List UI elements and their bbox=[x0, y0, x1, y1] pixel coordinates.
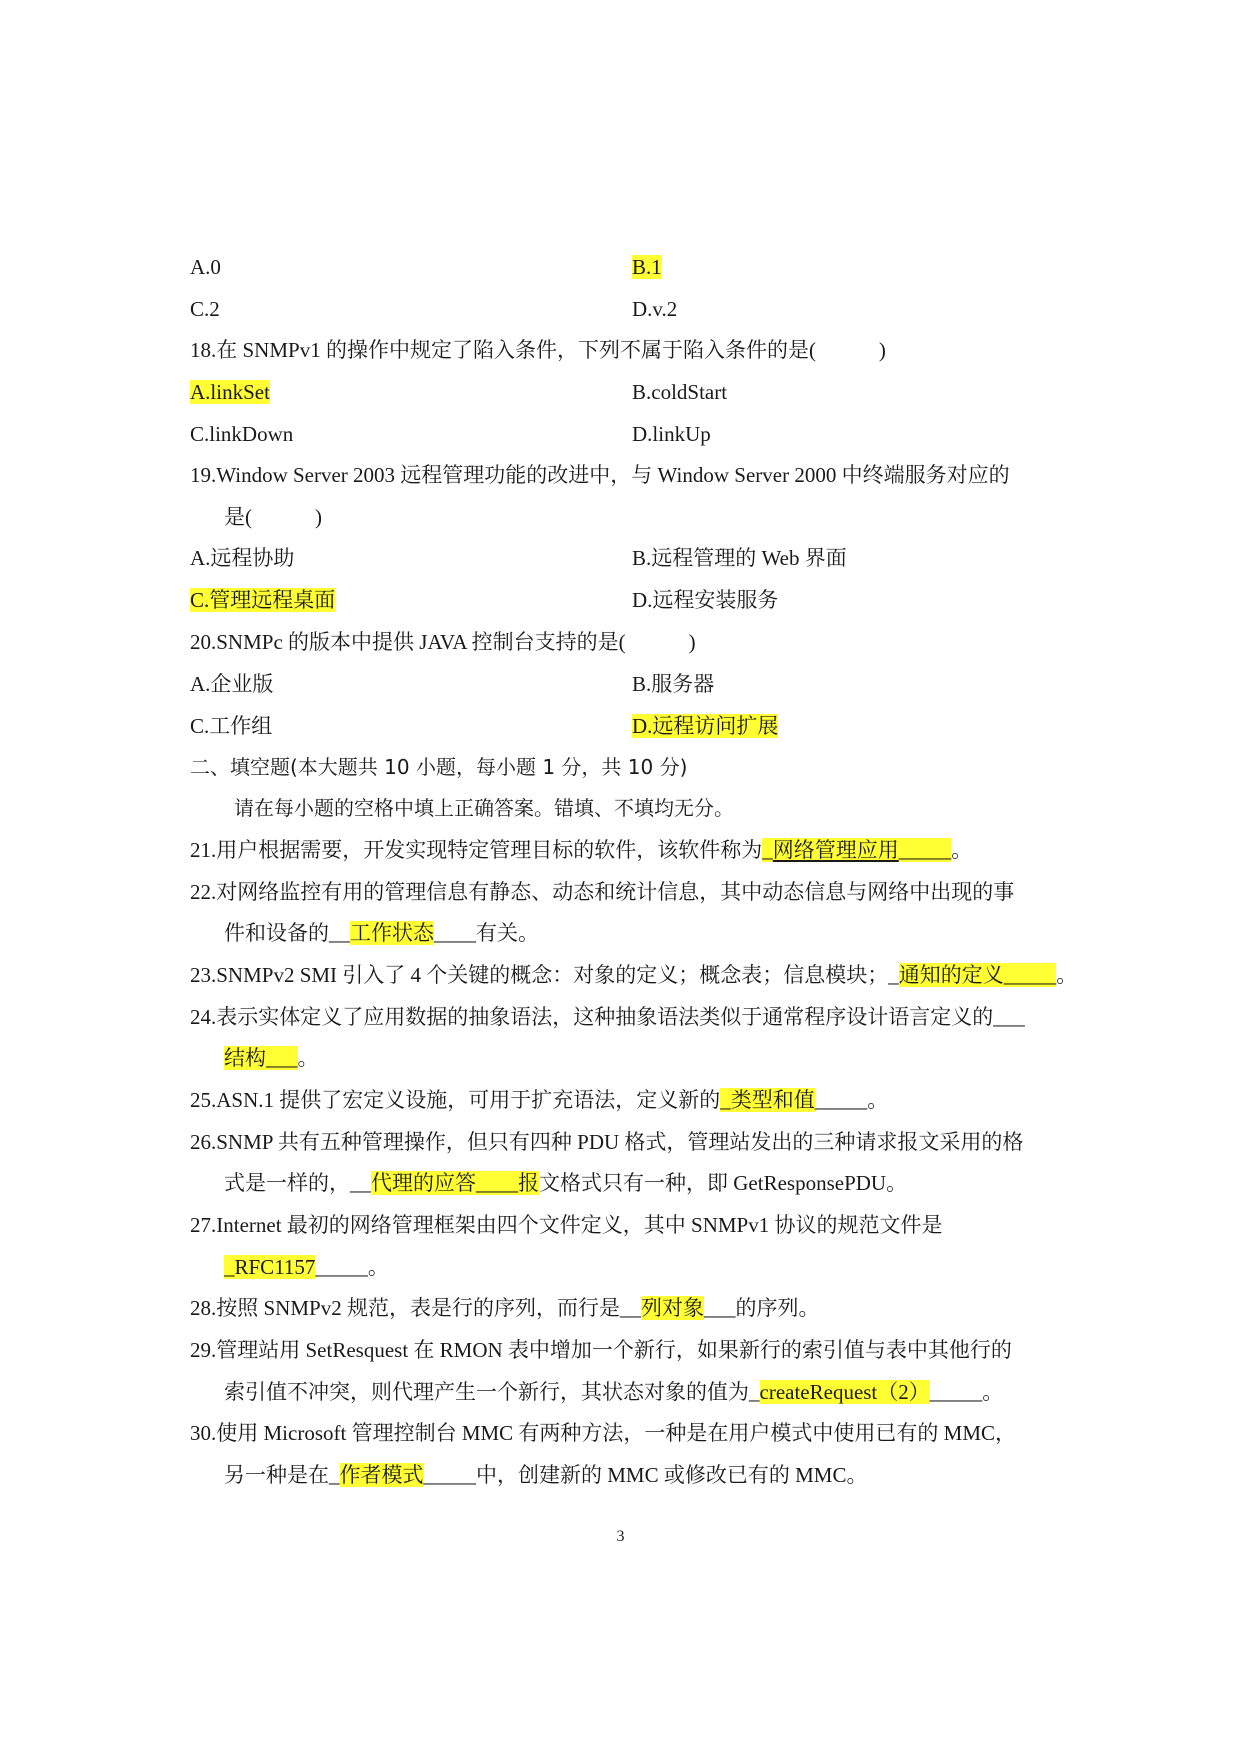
q29-line1: 29.管理站用 SetResquest 在 RMON 表中增加一个新行，如果新行的索引值与表中其他行的 bbox=[190, 1338, 1012, 1362]
q18-option-d: D.linkUp bbox=[632, 422, 711, 446]
q25-underline-pre: _ bbox=[720, 1088, 731, 1112]
q28-end: 的序列。 bbox=[735, 1296, 820, 1320]
q25-answer: 类型和值 bbox=[730, 1088, 815, 1112]
q25-end: 。 bbox=[867, 1088, 889, 1112]
q17-option-b bbox=[632, 252, 662, 282]
q17-option-a: A.0 bbox=[190, 255, 221, 279]
q22-answer: 工作状态 bbox=[350, 921, 434, 945]
q25-underline-post: _____ bbox=[814, 1088, 868, 1112]
q26-answer: 代理的应答 bbox=[371, 1171, 476, 1195]
q29-line2 bbox=[224, 1377, 1003, 1407]
q23-underline-post: _____ bbox=[1003, 963, 1057, 987]
q30-underline-post: _____ bbox=[423, 1463, 476, 1487]
q30-answer: 作者模式 bbox=[339, 1463, 424, 1487]
q21-underline-post: _____ bbox=[898, 838, 952, 862]
q27-answer: RFC1157 bbox=[234, 1255, 316, 1279]
q19-stem-line2: 是( ) bbox=[224, 505, 322, 529]
q25-blank bbox=[720, 1088, 815, 1112]
q23-end: 。 bbox=[1056, 963, 1078, 987]
q30-line2 bbox=[224, 1460, 867, 1490]
q22-underline-post: ____ bbox=[434, 921, 476, 945]
q24-end: 。 bbox=[297, 1046, 319, 1070]
q19-option-d: D.远程安装服务 bbox=[632, 588, 779, 612]
q20-option-b: B.服务器 bbox=[632, 672, 715, 696]
q29-answer: createRequest（2） bbox=[759, 1380, 930, 1404]
q23 bbox=[190, 960, 1077, 990]
q28-text: 28.按照 SNMPv2 规范，表是行的序列，而行是 bbox=[190, 1296, 620, 1320]
q22-text: 件和设备的 bbox=[224, 921, 329, 945]
q23-answer: 通知的定义 bbox=[898, 963, 1004, 987]
q24-line1: 24.表示实体定义了应用数据的抽象语法，这种抽象语法类似于通常程序设计语言定义的___ bbox=[190, 1005, 1025, 1029]
q21-end: 。 bbox=[951, 838, 973, 862]
q20-option-c: C.工作组 bbox=[190, 714, 273, 738]
q22-end: 有关。 bbox=[476, 921, 539, 945]
q18-option-b: B.coldStart bbox=[632, 380, 728, 404]
q21-answer: 网络管理应用 bbox=[772, 838, 899, 862]
q19-option-b: B.远程管理的 Web 界面 bbox=[632, 546, 847, 570]
q20-stem: 20.SNMPc 的版本中提供 JAVA 控制台支持的是( ) bbox=[190, 630, 696, 654]
q26-answer-tail: 报 bbox=[518, 1171, 539, 1195]
q25 bbox=[190, 1085, 888, 1115]
q19-stem-line1: 19.Window Server 2003 远程管理功能的改进中，与 Window Server 2000 中终端服务对应的 bbox=[190, 463, 1010, 487]
q23-blank bbox=[899, 963, 1057, 987]
q26-text: 式是一样的， bbox=[224, 1171, 350, 1195]
q20-answer-highlight: D.远程访问扩展 bbox=[632, 714, 779, 738]
q24-blank bbox=[224, 1046, 298, 1070]
q30-text: 另一种是在 bbox=[224, 1463, 329, 1487]
q19-option-a: A.远程协助 bbox=[190, 546, 295, 570]
q18-option-c: C.linkDown bbox=[190, 422, 294, 446]
q26-underline-post: ____ bbox=[476, 1171, 518, 1195]
q17-option-d: D.v.2 bbox=[632, 297, 678, 321]
q22-line2 bbox=[224, 918, 539, 948]
q19-answer-highlight: C.管理远程桌面 bbox=[190, 588, 336, 612]
q27-blank bbox=[224, 1255, 315, 1279]
q30-end: 中，创建新的 MMC 或修改已有的 MMC。 bbox=[476, 1463, 868, 1487]
q28-underline-pre: __ bbox=[619, 1296, 641, 1320]
q26-blank bbox=[371, 1171, 539, 1195]
q27-end: 。 bbox=[367, 1255, 389, 1279]
q29-text: 索引值不冲突，则代理产生一个新行，其状态对象的值为 bbox=[224, 1380, 749, 1404]
q28-answer: 列对象 bbox=[640, 1296, 704, 1320]
q25-text: 25.ASN.1 提供了宏定义设施，可用于扩充语法，定义新的 bbox=[190, 1088, 721, 1112]
q26-end: 文格式只有一种，即 GetResponsePDU。 bbox=[539, 1171, 908, 1195]
q19-option-c bbox=[190, 585, 335, 615]
q26-underline-pre: __ bbox=[350, 1171, 371, 1195]
q24-answer: 结构 bbox=[224, 1046, 266, 1070]
q27-underline-pre: _ bbox=[224, 1255, 235, 1279]
q21-underline-pre: _ bbox=[762, 838, 773, 862]
q21-blank bbox=[762, 838, 951, 862]
q28-underline-post: ___ bbox=[703, 1296, 736, 1320]
q22-underline-pre: __ bbox=[329, 921, 350, 945]
q18-answer-highlight: A.linkSet bbox=[190, 380, 270, 404]
q24-line2 bbox=[224, 1043, 319, 1073]
q27-underline-post: _____ bbox=[315, 1255, 368, 1279]
q20-option-d bbox=[632, 711, 778, 741]
q22-line1: 22.对网络监控有用的管理信息有静态、动态和统计信息，其中动态信息与网络中出现的事 bbox=[190, 880, 1015, 904]
q18-option-a bbox=[190, 377, 270, 407]
section2-title: 二、填空题(本大题共 10 小题，每小题 1 分，共 10 分) bbox=[190, 755, 688, 779]
q26-line2 bbox=[224, 1168, 907, 1198]
q26-line1: 26.SNMP 共有五种管理操作，但只有四种 PDU 格式，管理站发出的三种请求报文采用的格 bbox=[190, 1130, 1024, 1154]
q27-line1: 27.Internet 最初的网络管理框架由四个文件定义，其中 SNMPv1 协议的规范文件是 bbox=[190, 1213, 943, 1237]
q17-answer-highlight: B.1 bbox=[632, 255, 662, 279]
q29-end: 。 bbox=[982, 1380, 1004, 1404]
q27-line2 bbox=[224, 1252, 389, 1282]
q23-underline-pre: _ bbox=[888, 963, 899, 987]
q21-text: 21.用户根据需要，开发实现特定管理目标的软件，该软件称为 bbox=[190, 838, 763, 862]
q29-underline-pre: _ bbox=[749, 1380, 760, 1404]
q17-option-c: C.2 bbox=[190, 297, 220, 321]
q28-blank bbox=[641, 1296, 704, 1320]
q30-line1: 30.使用 Microsoft 管理控制台 MMC 有两种方法，一种是在用户模式中使用已有的 MMC， bbox=[190, 1421, 1017, 1445]
q24-underline-post: ___ bbox=[266, 1046, 298, 1070]
q23-text: 23.SNMPv2 SMI 引入了 4 个关键的概念：对象的定义；概念表；信息模块； bbox=[190, 963, 889, 987]
q29-underline-post: _____ bbox=[929, 1380, 983, 1404]
q30-underline-pre: _ bbox=[329, 1463, 340, 1487]
q20-option-a: A.企业版 bbox=[190, 672, 274, 696]
q18-stem: 18.在 SNMPv1 的操作中规定了陷入条件，下列不属于陷入条件的是( ) bbox=[190, 338, 886, 362]
q21 bbox=[190, 835, 972, 865]
q28 bbox=[190, 1293, 819, 1323]
section2-instruction: 请在每小题的空格中填上正确答案。错填、不填均无分。 bbox=[234, 796, 734, 820]
page-number: 3 bbox=[616, 1528, 625, 1545]
